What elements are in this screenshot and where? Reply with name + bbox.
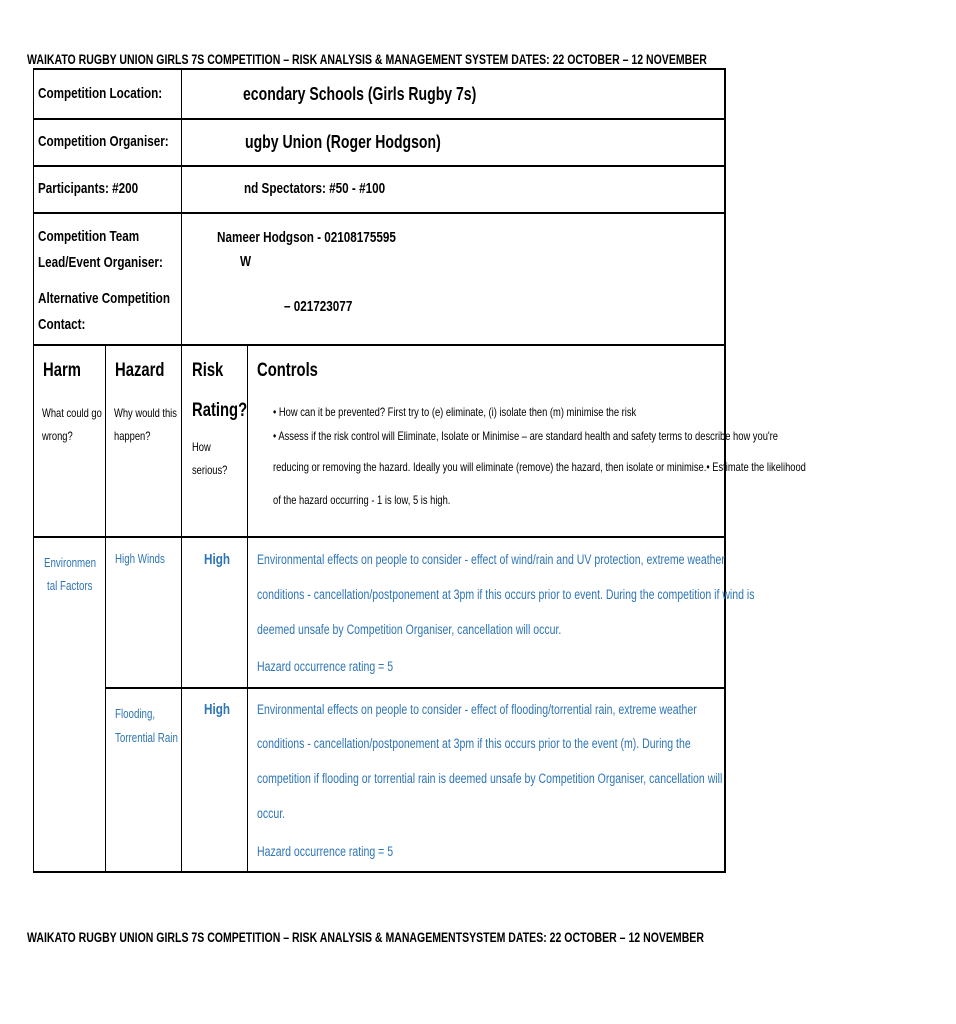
hazard-description: Why would this happen? [114,406,177,443]
column-header-risk: Risk [192,360,224,381]
location-value: econdary Schools (Girls Rugby 7s) [243,84,477,104]
controls-description: • How can it be prevented? First try to (e) eliminate, (i) isolate then (m) minimise the risk • Assess if the risk control will Eliminate, Isolate or Minimise – are standard health and safety terms to describe how you're reducing or removing the hazard. Ideally you will eliminate (remove) the hazard, then isolate or minimise.• Estimate the likelihood of the hazard occurring - 1 is low, 5 is high. [273,405,806,507]
row-risk-rating: High [204,701,230,718]
lead-label-line1: Competition Team [38,228,140,245]
document-title: WAIKATO RUGBY UNION GIRLS 7S COMPETITION – RISK ANALYSIS & MANAGEMENT SYSTEM DATES: 22 OCTOBER – 12 NOVEMBER [27,52,707,67]
harm-description: What could go wrong? [42,406,102,443]
row-controls-line: Environmental effects on people to consider - effect of flooding/torrential rain, extreme weather [257,702,697,717]
risk-description: How serious? [192,440,228,477]
alt-contact-value: – 021723077 [284,298,353,315]
lead-value-line2: W [240,253,252,270]
row-controls-line: occur. [257,806,286,821]
lead-label-line2: Lead/Event Organiser: [38,254,163,271]
document-title-footer: WAIKATO RUGBY UNION GIRLS 7S COMPETITION – RISK ANALYSIS & MANAGEMENTSYSTEM DATES: 22 OCTOBER – 12 NOVEMBER [27,930,704,945]
lead-value-line1: Nameer Hodgson - 02108175595 [217,229,396,246]
row-hazard: High Winds [115,552,165,566]
participants-label: Participants: #200 [38,180,139,197]
alt-contact-label-line1: Alternative Competition [38,290,170,307]
spectators-value: nd Spectators: #50 - #100 [244,180,386,197]
risk-rating-heading: Rating? [192,400,248,421]
row-hazard: Flooding, Torrential Rain [115,707,178,745]
column-header-controls: Controls [257,360,318,381]
row-occurrence-rating: Hazard occurrence rating = 5 [257,659,394,674]
row-controls-line: deemed unsafe by Competition Organiser, cancellation will occur. [257,622,562,637]
alt-contact-label-line2: Contact: [38,316,86,333]
row-risk-rating: High [204,551,230,568]
organiser-label: Competition Organiser: [38,133,169,150]
column-header-hazard: Hazard [115,360,165,381]
row-occurrence-rating: Hazard occurrence rating = 5 [257,844,394,859]
row-controls-line: competition if flooding or torrential rain is deemed unsafe by Competition Organiser, cancellation will [257,771,723,786]
row-controls-line: Environmental effects on people to consider - effect of wind/rain and UV protection, extreme weather [257,552,725,567]
organiser-value: ugby Union (Roger Hodgson) [245,132,441,152]
row-controls-line: conditions - cancellation/postponement at 3pm if this occurs prior to the event (m). During the [257,736,691,751]
row-controls-line: conditions - cancellation/postponement at 3pm if this occurs prior to event. During the competition if wind is [257,587,755,602]
location-label: Competition Location: [38,85,163,102]
row-harm: Environmen tal Factors [44,556,97,593]
column-header-harm: Harm [43,360,81,381]
